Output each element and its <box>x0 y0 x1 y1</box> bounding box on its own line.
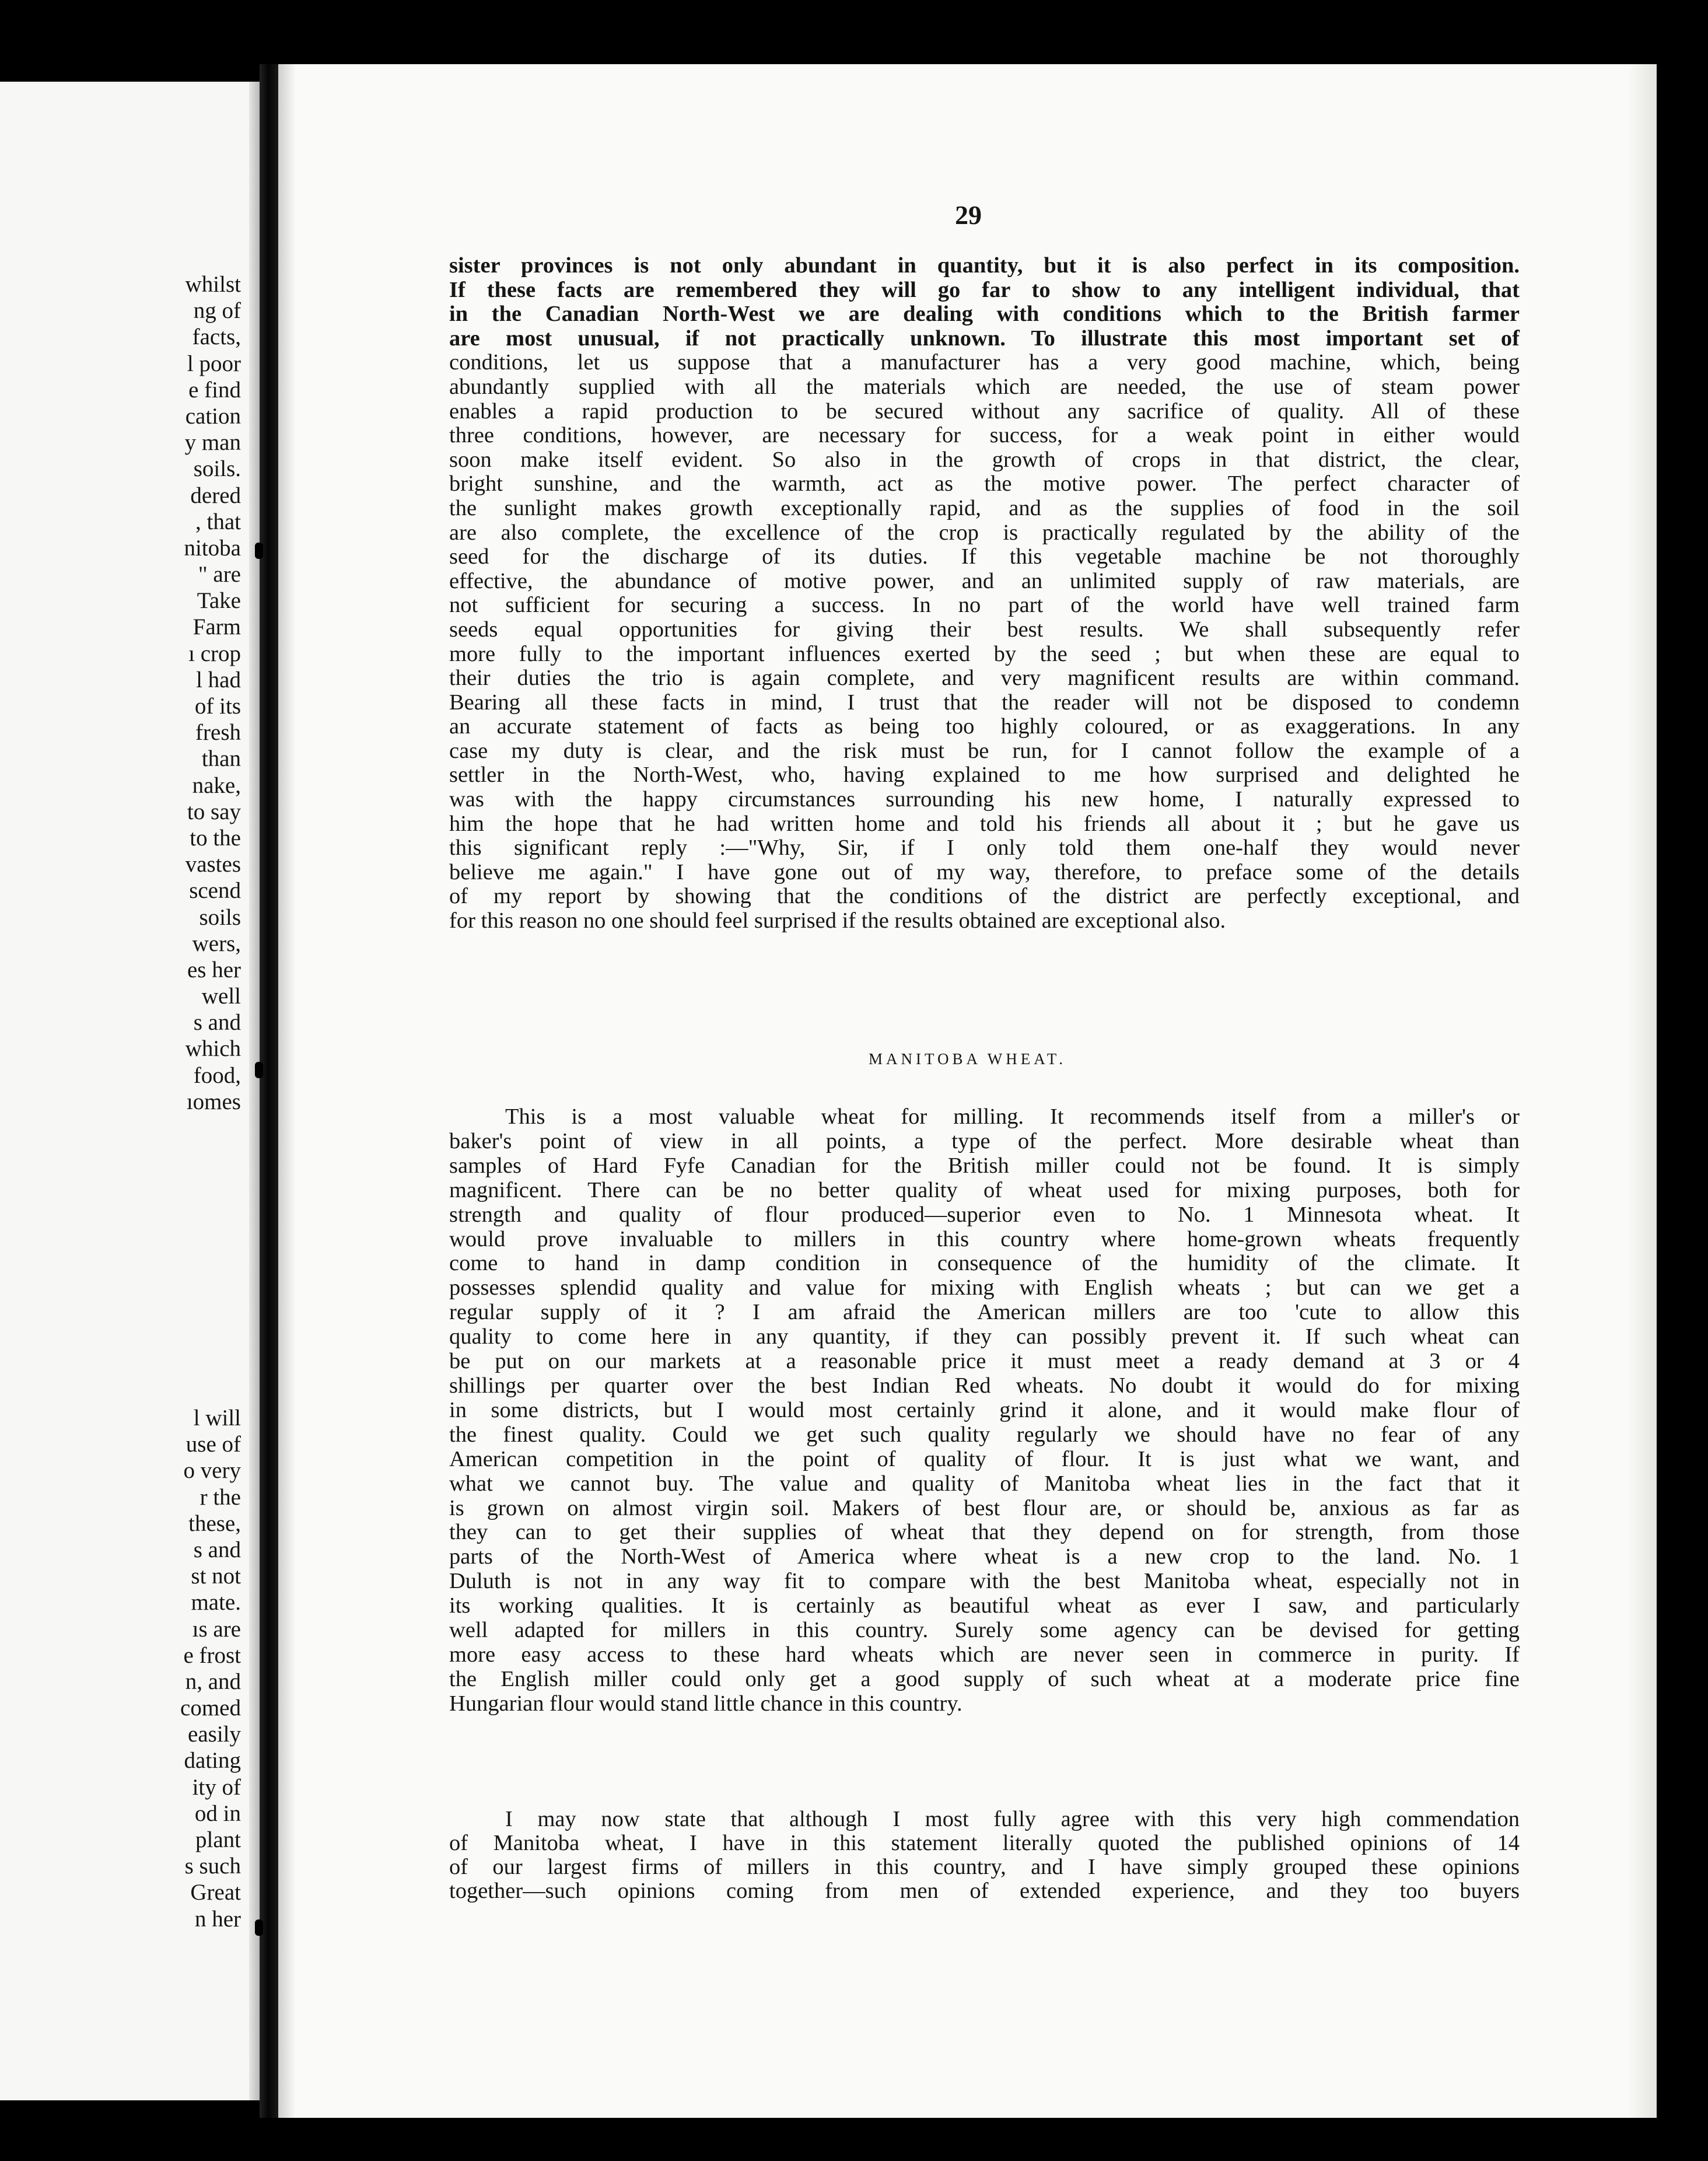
text-line: food, <box>193 1062 241 1088</box>
text-line: soils <box>199 904 241 930</box>
regular-phrase: To illustrate this most important set of <box>1005 326 1520 351</box>
text-line: the English miller could only get a good supply of such wheat at a moderate price fine <box>449 1666 1520 1691</box>
text-line: scend <box>189 878 241 904</box>
text-line: l will <box>193 1405 241 1431</box>
text-line: n her <box>194 1906 241 1932</box>
page-inner-shadow <box>278 64 296 2118</box>
text-line: are also complete, the excellence of the crop is practically regulated by the ability of the <box>449 520 1520 545</box>
text-line: dating <box>184 1748 241 1774</box>
text-line: sister provinces is not only abundant in quantity, but it is also perfect in its composition. <box>449 253 1520 278</box>
text-line: I may now state that although I most fully agree with this very high commendation <box>505 1807 1520 1831</box>
text-line: the sunlight makes growth exceptionally rapid, and as the supplies of food in the soil <box>449 495 1520 520</box>
text-line: well adapted for millers in this country. Surely some agency can be devised for getting <box>449 1618 1520 1643</box>
binding-stitch-mark <box>255 1062 263 1078</box>
text-line: easily <box>188 1722 241 1747</box>
text-line: quality to come here in any quantity, if they can possibly prevent it. If such wheat can <box>449 1324 1520 1349</box>
text-line: fresh <box>195 720 241 746</box>
text-line: r the <box>200 1484 241 1510</box>
text-line: conditions, let us suppose that a manufacturer has a very good machine, which, being <box>449 350 1520 375</box>
text-line: ng of <box>193 298 241 324</box>
binding-stitch-mark <box>255 1919 263 1936</box>
text-line: three conditions, however, are necessary for success, for a weak point in either would <box>449 423 1520 448</box>
page-right-edge <box>1628 64 1657 2118</box>
text-line: Duluth is not in any way fit to compare with the best Manitoba wheat, especially not in <box>449 1569 1520 1594</box>
text-line: This is a most valuable wheat for milling. It recommends itself from a miller's or <box>505 1104 1520 1129</box>
text-line: st not <box>191 1564 241 1589</box>
text-line: come to hand in damp condition in consequence of the humidity of the climate. It <box>449 1251 1520 1276</box>
text-line: to say <box>187 799 241 824</box>
book-binding-gutter <box>260 64 278 2118</box>
bold-phrase: are most unusual, if not practically unknown. <box>449 326 1006 351</box>
text-line: nitoba <box>184 535 241 561</box>
text-line: wers, <box>192 931 241 956</box>
text-line: effective, the abundance of motive power, and an unlimited supply of raw materials, are <box>449 568 1520 593</box>
text-line: their duties the trio is again complete, and very magnificent results are within command. <box>449 666 1520 691</box>
text-line: whilst <box>185 272 241 297</box>
paragraph-manitoba-wheat <box>449 1105 1520 1716</box>
text-line: s such <box>184 1854 241 1879</box>
text-line: enables a rapid production to be secured without any sacrifice of quality. All of these <box>449 398 1520 424</box>
text-line: American competition in the point of quality of flour. It is just what we want, and <box>449 1446 1520 1471</box>
binding-stitch-mark <box>255 543 263 559</box>
text-line: n, and <box>185 1669 241 1694</box>
regular-lines <box>449 351 1520 933</box>
text-line: possesses splendid quality and value for mixing with English wheats ; but can we get a <box>449 1275 1520 1300</box>
page-number: 29 <box>955 200 982 230</box>
text-line: in the Canadian North-West we are dealing with conditions which to the British farmer <box>449 302 1520 327</box>
left-page-top-fragments <box>43 271 241 1115</box>
page-edge-shadow <box>249 82 260 2100</box>
text-line: Farm <box>192 614 241 640</box>
text-line: Take <box>197 588 241 614</box>
text-line: magnificent. There can be no better quality of wheat used for mixing purposes, both for <box>449 1177 1520 1202</box>
text-line: these, <box>188 1510 241 1536</box>
text-line: of our largest firms of millers in this country, and I have simply grouped these opinions <box>449 1855 1520 1879</box>
text-line: together—such opinions coming from men of extended experience, and they too buyers <box>449 1879 1520 1903</box>
text-line: an accurate statement of facts as being too highly coloured, or as exaggerations. In any <box>449 714 1520 739</box>
text-line: more easy access to these hard wheats which are never seen in commerce in purity. If <box>449 1642 1520 1667</box>
text-line: Great <box>190 1880 241 1905</box>
text-line: its working qualities. It is certainly as beautiful wheat as ever I saw, and particularly <box>449 1593 1520 1618</box>
text-line: to the <box>190 825 241 851</box>
text-line: od in <box>194 1800 241 1826</box>
text-line: which <box>185 1036 241 1062</box>
text-line: use of <box>186 1432 241 1457</box>
text-line: him the hope that he had written home and told his friends all about it ; but he gave us <box>449 811 1520 836</box>
text-line: of Manitoba wheat, I have in this statement literally quoted the published opinions of 14 <box>449 1831 1520 1855</box>
text-line: parts of the North-West of America where wheat is a new crop to the land. No. 1 <box>449 1544 1520 1569</box>
text-line: facts, <box>192 324 241 350</box>
text-line: the finest quality. Could we get such quality regularly we should have no fear of any <box>449 1422 1520 1447</box>
text-line: dered <box>190 482 241 508</box>
text-line: abundantly supplied with all the materials which are needed, the use of steam power <box>449 374 1520 399</box>
text-line: soon make itself evident. So also in the growth of crops in that district, the clear, <box>449 447 1520 472</box>
text-line: seed for the discharge of its duties. If this vegetable machine be not thoroughly <box>449 544 1520 569</box>
text-line: e find <box>188 377 241 403</box>
text-line: plant <box>195 1827 241 1852</box>
text-line: baker's point of view in all points, a type of the perfect. More desirable wheat than <box>449 1128 1520 1153</box>
text-line: of its <box>194 694 241 719</box>
text-line: ıs are <box>192 1616 241 1642</box>
text-line: settler in the North-West, who, having explained to me how surprised and delighted he <box>449 763 1520 788</box>
text-line: o very <box>183 1458 241 1484</box>
paragraph-commendation <box>449 1807 1520 1903</box>
text-line: l poor <box>187 351 241 376</box>
text-line: shillings per quarter over the best Indian Red wheats. No doubt it would do for mixing <box>449 1373 1520 1398</box>
text-line: s and <box>193 1537 241 1562</box>
text-line: they can to get their supplies of wheat that they depend on for strength, from those <box>449 1520 1520 1545</box>
text-line: l had <box>196 667 241 693</box>
text-line: not sufficient for securing a success. In no part of the world have well trained farm <box>449 593 1520 618</box>
text-line: Bearing all these facts in mind, I trust that the reader will not be disposed to condemn <box>449 690 1520 715</box>
text-line: well <box>201 984 241 1009</box>
text-line: If these facts are remembered they will go far to show to any intelligent individual, that <box>449 277 1520 302</box>
text-line: comed <box>180 1695 241 1721</box>
text-line: what we cannot buy. The value and quality of Manitoba wheat lies in the fact that it <box>449 1471 1520 1496</box>
text-line: , that <box>195 509 241 534</box>
text-line: of my report by showing that the conditions of the district are perfectly exceptional, and <box>449 884 1520 909</box>
text-line: cation <box>185 403 241 429</box>
section-heading: MANITOBA WHEAT. <box>869 1050 1066 1068</box>
text-line <box>449 327 1520 351</box>
bold-lines <box>449 254 1520 351</box>
text-line: strength and quality of flour produced—superior even to No. 1 Minnesota wheat. It <box>449 1202 1520 1227</box>
text-line: samples of Hard Fyfe Canadian for the British miller could not be found. It is simply <box>449 1153 1520 1178</box>
text-line: regular supply of it ? I am afraid the American millers are too 'cute to allow this <box>449 1300 1520 1325</box>
document-page <box>278 64 1657 2118</box>
paragraph-conditions <box>449 254 1520 933</box>
text-line: y man <box>184 430 241 456</box>
text-line: would prove invaluable to millers in this country where home-grown wheats frequently <box>449 1226 1520 1251</box>
text-line: e frost <box>183 1642 241 1668</box>
text-line: ıomes <box>186 1089 241 1114</box>
text-line: seeds equal opportunities for giving their best results. We shall subsequently refer <box>449 617 1520 642</box>
text-line: " are <box>198 562 241 588</box>
text-line: ı crop <box>188 641 241 666</box>
text-line: Hungarian flour would stand little chance in this country. <box>449 1691 963 1716</box>
text-line: soils. <box>193 456 241 482</box>
text-line: for this reason no one should feel surprised if the results obtained are exceptional also. <box>449 908 1226 933</box>
text-line: be put on our markets at a reasonable price it must meet a ready demand at 3 or 4 <box>449 1349 1520 1374</box>
text-line: bright sunshine, and the warmth, act as the motive power. The perfect character of <box>449 471 1520 496</box>
text-line: case my duty is clear, and the risk must be run, for I cannot follow the example of a <box>449 738 1520 763</box>
text-line: s and <box>193 1010 241 1036</box>
text-line: in some districts, but I would most certainly grind it alone, and it would make flour of <box>449 1397 1520 1422</box>
text-line: mate. <box>191 1590 241 1615</box>
text-line: was with the happy circumstances surrounding his new home, I naturally expressed to <box>449 787 1520 812</box>
text-line: this significant reply :—"Why, Sir, if I only told them one-half they would never <box>449 835 1520 861</box>
text-line: is grown on almost virgin soil. Makers of best flour are, or should be, anxious as far as <box>449 1495 1520 1520</box>
text-line: than <box>201 746 241 772</box>
text-line: believe me again." I have gone out of my way, therefore, to preface some of the details <box>449 859 1520 884</box>
text-line: es her <box>187 957 241 982</box>
left-facing-page <box>0 82 260 2100</box>
text-line: vastes <box>185 852 241 877</box>
left-page-bottom-fragments <box>43 1405 241 1932</box>
text-line: ity of <box>192 1774 241 1800</box>
text-line: nake, <box>192 772 241 798</box>
text-line: more fully to the important influences exerted by the seed ; but when these are equal to <box>449 641 1520 666</box>
